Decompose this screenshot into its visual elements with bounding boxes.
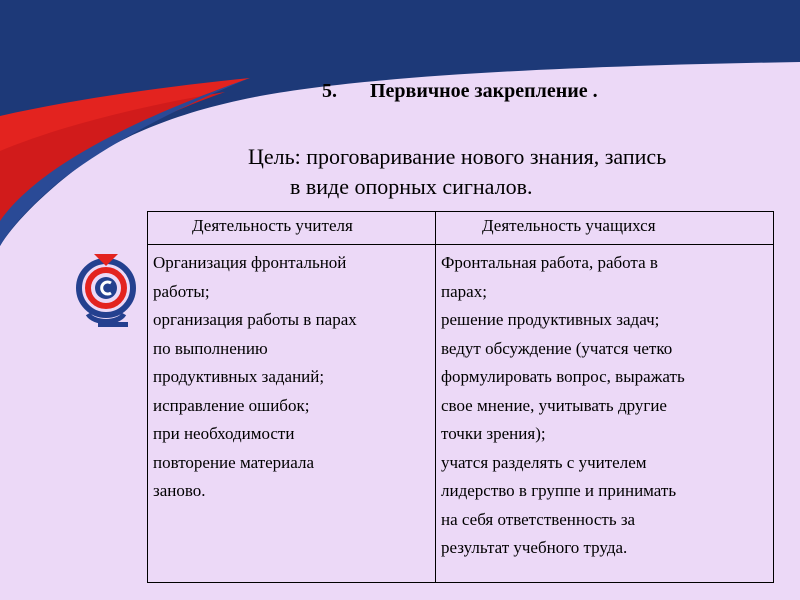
goal-line-2: в виде опорных сигналов. xyxy=(290,174,533,199)
top-bar xyxy=(0,0,800,56)
cell-line: повторение материала xyxy=(153,452,314,472)
cell-line: исправление ошибок; xyxy=(153,395,310,415)
students-column-header: Деятельность учащихся xyxy=(436,212,774,245)
cell-line: учатся разделять с учителем xyxy=(441,452,647,472)
cell-line: лидерство в группе и принимать xyxy=(441,481,677,500)
teacher-activity-cell xyxy=(148,245,436,583)
section-title: Первичное закрепление . xyxy=(370,80,598,102)
goal-text xyxy=(248,142,666,202)
cell-line: на себя ответственность за xyxy=(441,509,636,529)
goal-line-1: Цель: проговаривание нового знания, запись xyxy=(248,144,667,169)
logo-emblem-icon xyxy=(74,250,138,332)
activities-table xyxy=(147,211,774,583)
section-number: 5. xyxy=(322,80,337,102)
cell-line: свое мнение, учитывать другие xyxy=(441,395,667,415)
cell-line: парах; xyxy=(441,281,487,301)
cell-line: формулировать вопрос, выражать xyxy=(441,367,685,386)
section-heading xyxy=(322,80,598,103)
cell-line: Организация фронтальной xyxy=(153,253,347,272)
cell-line: ведут обсуждение (учатся четко xyxy=(441,338,673,358)
table-row xyxy=(148,245,774,583)
table-header-row xyxy=(148,212,774,245)
cell-line: организация работы в парах xyxy=(153,310,357,329)
teacher-column-header: Деятельность учителя xyxy=(148,212,436,245)
cell-line: решение продуктивных задач; xyxy=(441,310,660,329)
cell-line: точки зрения); xyxy=(441,424,546,443)
cell-line: продуктивных заданий; xyxy=(153,367,325,386)
students-activity-cell xyxy=(436,245,774,583)
cell-line: при необходимости xyxy=(153,424,295,443)
cell-line: по выполнению xyxy=(153,338,268,358)
cell-line: Фронтальная работа, работа в xyxy=(441,253,658,272)
cell-line: работы; xyxy=(153,281,210,301)
cell-line: заново. xyxy=(153,481,206,500)
cell-line: результат учебного труда. xyxy=(441,538,628,557)
